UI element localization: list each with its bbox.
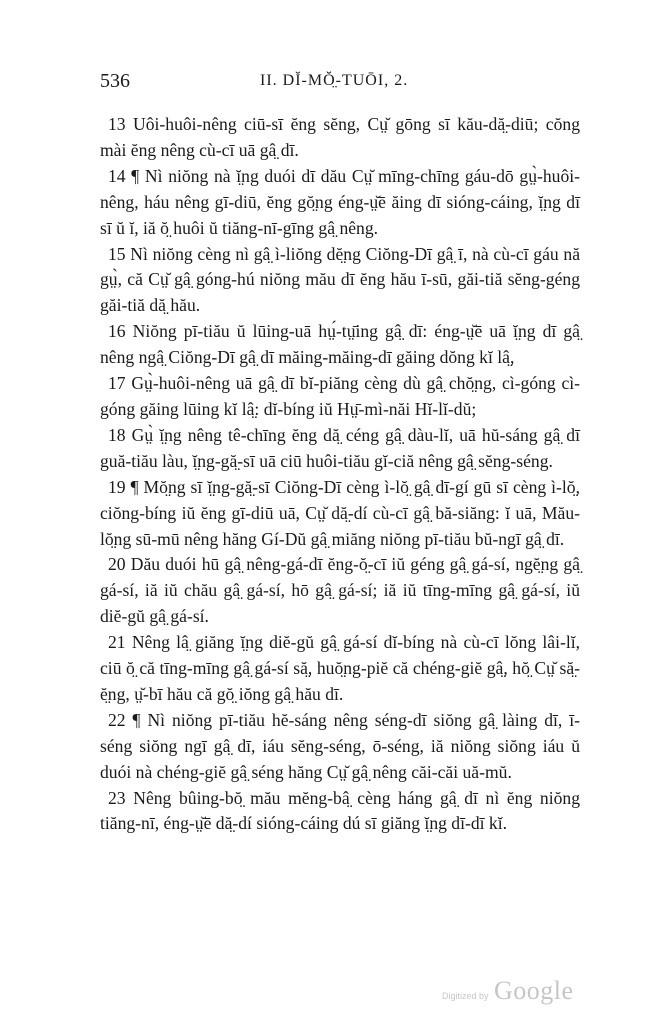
digitized-by-label: Digitized by bbox=[442, 991, 489, 1001]
verse-15: 15 Nì niŏng cèng nì gâ̤ ì-liŏng dĕ̤ng Ciŏng-Dī gâ̤ ī, nà cù-cī gáu nă gṳ̀, că Cṳ̆ gâ̤ góng-hú niŏng mău dī ĕng hău ī-sū, găi-tiă sĕng-géng găi-tiă dă̤ hău. bbox=[100, 243, 580, 316]
verse-14: 14 ¶ Nì niŏng nà ĭ̤ng duói dī dău Cṳ̆ mīng-chīng gáu-dō gṳ̀-huôi-nêng, háu nêng gī-diū, ĕng gŏ̤ng éng-ṳ̆ē ăing dī sióng-cáing, ĭ̤ng dī sī ŭ ĭ, iă ŏ̤ huôi ŭ tiăng-nī-gīng gâ̤ nêng. bbox=[100, 165, 580, 238]
page-number: 536 bbox=[100, 70, 130, 92]
page-header bbox=[100, 70, 578, 96]
digitized-watermark bbox=[442, 976, 602, 1006]
body-text bbox=[100, 112, 580, 837]
google-logo: Google bbox=[494, 976, 574, 1005]
verse-23: 23 Nêng bûing-bŏ̤ mău mĕng-bâ̤ cèng háng gâ̤ dī nì ĕng niŏng tiăng-nī, éng-ṳ̆ē dă̤-dí sióng-cáing dú sī giăng ĭ̤ng dī-dī kĭ. bbox=[100, 787, 580, 834]
running-title: II. DĬ-MŎ̤-TUŌI, 2. bbox=[260, 72, 409, 89]
verse-17: 17 Gṳ̀-huôi-nêng uā gâ̤ dī bĭ-piăng cèng dù gâ̤ chŏ̤ng, cì-góng cì-góng găing lūing kĭ lâ̤: dĭ-bíng iŭ Hṳ̄-mì-năi Hĭ-lĭ-dŭ; bbox=[100, 373, 580, 419]
verse-19: 19 ¶ Mŏ̤ng sī ĭ̤ng-gă̤-sī Ciŏng-Dī cèng ì-lŏ̤ gâ̤ dī-gí gū sī cèng ì-lŏ̤, ciŏng-bíng iŭ ĕng gī-diū uā, Cṳ̆ dă̤-dí cù-cī gâ̤ bă-siăng: ĭ uā, Mău-lŏ̤ng sū-mū nêng hăng Gí-Dŭ gâ̤ miăng niŏng pī-tiău bŭ-ngī gâ̤ dī. bbox=[100, 476, 580, 549]
verse-22: 22 ¶ Nì niŏng pī-tiău hĕ-sáng nêng séng-dī siŏng gâ̤ làing dī, ī-séng siŏng ngī gâ̤ dī, iáu sĕng-séng, ō-séng, iă niŏng siŏng iáu ŭ duói nà chéng-giĕ gâ̤ séng hăng Cṳ̆ gâ̤ nêng căi-căi uă-mŭ. bbox=[100, 709, 580, 782]
verse-21: 21 Nêng lâ̤ giăng ĭ̤ng diĕ-gŭ gâ̤ gá-sí dĭ-bíng nà cù-cī lŏng lâi-lĭ, ciū ŏ̤ că tīng-mīng gâ̤ gá-sí să̤, huŏ̤ng-piĕ că chéng-giĕ gâ̤, hŏ̤ Cṳ̆ să̤-ĕ̤ng, ṳ̆-bī hău că gŏ̤ iŏng gâ̤ hău dī. bbox=[100, 632, 580, 704]
verse-16: 16 Niŏng pī-tiău ŭ lūing-uā hṳ́-tṳ̄ing gâ̤ dī: éng-ṳ̆ē uā ĭ̤ng dī gâ̤ nêng ngâ̤ Ciŏng-Dī gâ̤ dī măing-măing-dī găing dŏng kĭ lâ̤, bbox=[100, 321, 580, 368]
verse-13: 13 Uôi-huôi-nêng ciū-sī ĕng sĕng, Cṳ̆ gōng sī kău-dă̤-diū; cŏng mài ĕng nêng cù-cī uā gâ̤ dī. bbox=[100, 114, 580, 160]
verse-20: 20 Dău duói hū gâ̤ nêng-gá-dī ĕng-ŏ̤-cī iŭ géng gâ̤ gá-sí, ngĕ̤ng gâ̤ gá-sí, iă iŭ chău gâ̤ gá-sí, hō gâ̤ gá-sí; iă iŭ tīng-mīng gâ̤ gá-sí, iŭ diĕ-gŭ gâ̤ gá-sí. bbox=[100, 554, 580, 627]
verse-18: 18 Gṳ̀ ĭ̤ng nêng tê-chīng ĕng dă̤ céng gâ̤ dàu-lĭ, uā hŭ-sáng gâ̤ dī guă-tiău làu, ĭ̤ng-gă̤-sī uā ciū huôi-tiău gĭ-ciă nêng gâ̤ sĕng-séng. bbox=[100, 424, 580, 471]
